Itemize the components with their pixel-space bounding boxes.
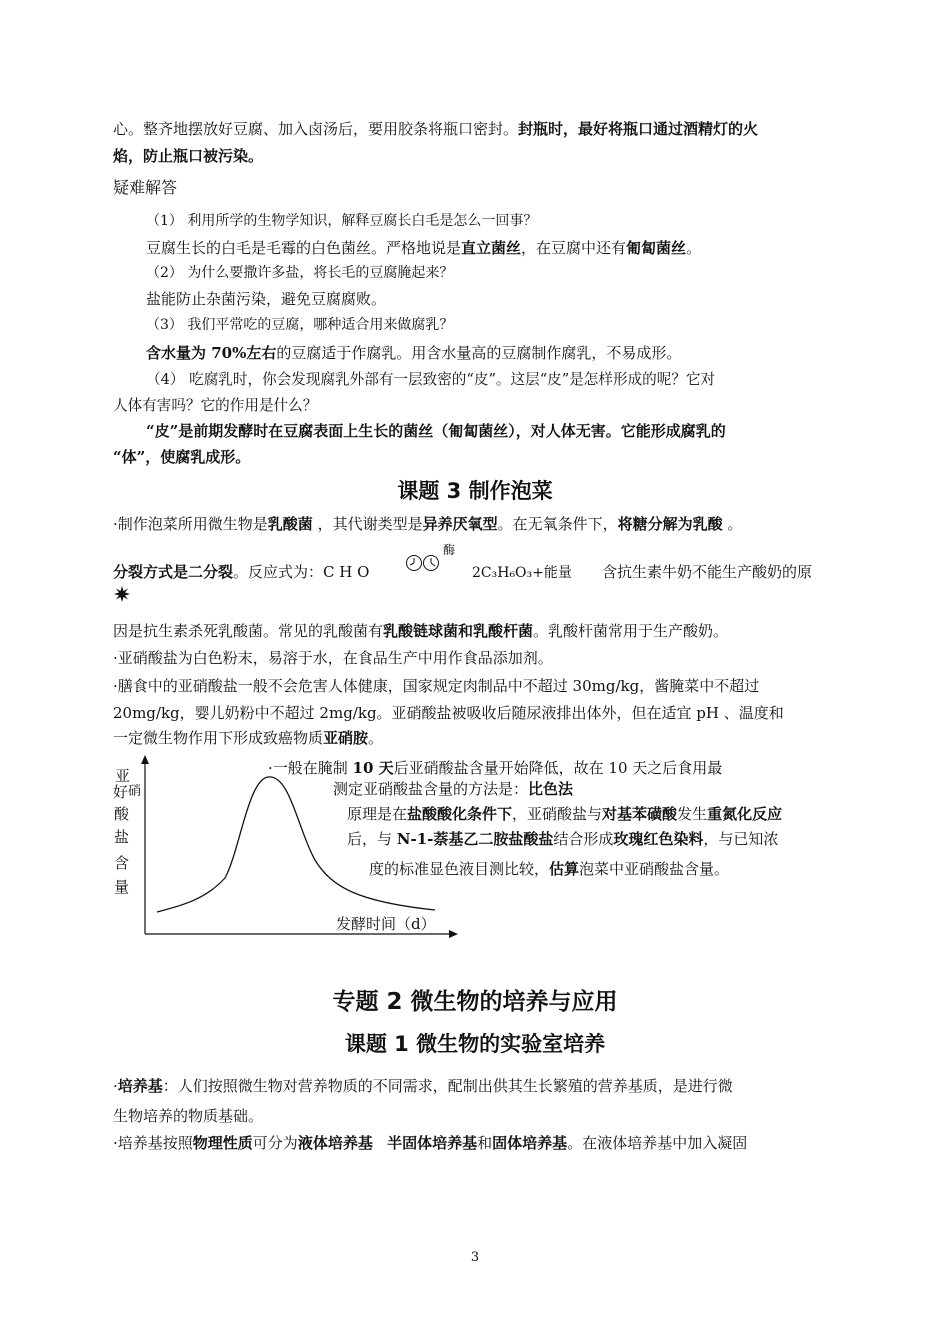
answer-3: 含水量为 70%左右的豆腐适于作腐乳。用含水量高的豆腐制作腐乳，不易成形。 — [146, 344, 682, 362]
answer-1: 豆腐生长的白毛是毛霉的白色菌丝。严格地说是直立菌丝，在豆腐中还有匍匐菌丝。 — [146, 239, 702, 257]
y-axis-label — [114, 804, 129, 901]
note-line: 度的标准显色液目测比较，估算泡菜中亚硝酸盐含量。 — [369, 860, 730, 878]
paragraph-line: 因是抗生素杀死乳酸菌。常见的乳酸菌有乳酸链球菌和乳酸杆菌。乳酸杆菌常用于生产酸奶。 — [113, 622, 729, 640]
reaction-line: 分裂方式是二分裂。反应式为：C H O — [113, 563, 370, 581]
y-axis-label-overlap: 好硝 — [113, 783, 142, 801]
note-line: 测定亚硝酸盐含量的方法是：比色法 — [333, 780, 574, 798]
note-line: 原理是在盐酸酸化条件下，亚硝酸盐与对基苯磺酸发生重氮化反应 — [347, 805, 783, 823]
bullet-medium-types: ·培养基按照物理性质可分为液体培养基 半固体培养基和固体培养基。在液体培养基中加入凝固 — [113, 1134, 748, 1152]
question-4-cont: 人体有害吗？它的作用是什么？ — [113, 397, 318, 414]
y-label-char: 含 — [114, 854, 130, 872]
bullet-medium: ·培养基：人们按照微生物对营养物质的不同需求，配制出供其生长繁殖的营养基质，是进行微 — [113, 1077, 733, 1095]
x-axis-arrow — [449, 930, 458, 938]
x-axis-label: 发酵时间（d） — [336, 915, 436, 933]
reaction-note: 含抗生素牛奶不能生产酸奶的原 — [602, 563, 813, 581]
question-3: （3） 我们平常吃的豆腐，哪种适合用来做腐乳？ — [146, 317, 454, 333]
paragraph-line: 一定微生物作用下形成致癌物质亚硝胺。 — [113, 729, 384, 747]
starburst-icon — [114, 586, 130, 602]
note-line: 后，与 N-1-萘基乙二胺盐酸盐结合形成玫瑰红色染料，与已知浓 — [347, 830, 779, 848]
note-line: ·一般在腌制 10 天后亚硝酸盐含量开始降低，故在 10 天之后食用最 — [268, 759, 723, 777]
answer-2: 盐能防止杂菌污染，避免豆腐腐败。 — [146, 290, 387, 308]
y-label-char: 酸 — [114, 805, 130, 823]
paragraph-line: 生物培养的物质基础。 — [113, 1107, 264, 1125]
question-1: （1） 利用所学的生物学知识，解释豆腐长白毛是怎么一回事？ — [146, 213, 538, 229]
clock-symbols-icon — [405, 554, 441, 572]
answer-4-cont: “体”，使腐乳成形。 — [113, 448, 251, 466]
enzyme-label: 酶 — [443, 543, 456, 557]
reaction-product: 2C₃H₆O₃+能量 — [472, 565, 572, 581]
paragraph-line: 心。整齐地摆放好豆腐、加入卤汤后，要用胶条将瓶口密封。封瓶时，最好将瓶口通过酒精灯的火 — [113, 120, 759, 138]
y-label-char: 亚 — [115, 767, 131, 785]
page-number: 3 — [470, 1250, 480, 1265]
section-title: 课题 3 制作泡菜 — [397, 479, 553, 503]
bullet-nitrite: ·亚硝酸盐为白色粉末，易溶于水，在食品生产中用作食品添加剂。 — [113, 649, 553, 667]
question-4: （4） 吃腐乳时，你会发现腐乳外部有一层致密的“皮”。这层“皮”是怎样形成的呢？它对 — [146, 371, 716, 388]
paragraph-line: 焰，防止瓶口被污染。 — [113, 147, 264, 165]
chapter-title: 专题 2 微生物的培养与应用 — [332, 989, 618, 1015]
answer-4: “皮”是前期发酵时在豆腐表面上生长的菌丝（匍匐菌丝），对人体无害。它能形成腐乳的 — [146, 422, 726, 440]
y-label-char: 盐 — [114, 828, 130, 846]
section-heading: 疑难解答 — [113, 178, 178, 197]
y-axis-arrow — [141, 755, 149, 764]
paragraph-line: 20mg/kg，婴儿奶粉中不超过 2mg/kg。亚硝酸盐被吸收后随尿液排出体外，但在适宜 pH 、温度和 — [113, 704, 784, 722]
y-label-char: 量 — [114, 878, 130, 896]
question-2: （2） 为什么要撒许多盐，将长毛的豆腐腌起来？ — [146, 265, 454, 281]
bullet-lactobacillus: ·制作泡菜所用微生物是乳酸菌 ，其代谢类型是异养厌氧型。在无氧条件下，将糖分解为乳酸 。 — [113, 515, 743, 533]
bullet-diet: ·膳食中的亚硝酸盐一般不会危害人体健康，国家规定肉制品中不超过 30mg/kg，酱腌菜中不超过 — [113, 677, 760, 695]
section-title: 课题 1 微生物的实验室培养 — [344, 1032, 606, 1056]
